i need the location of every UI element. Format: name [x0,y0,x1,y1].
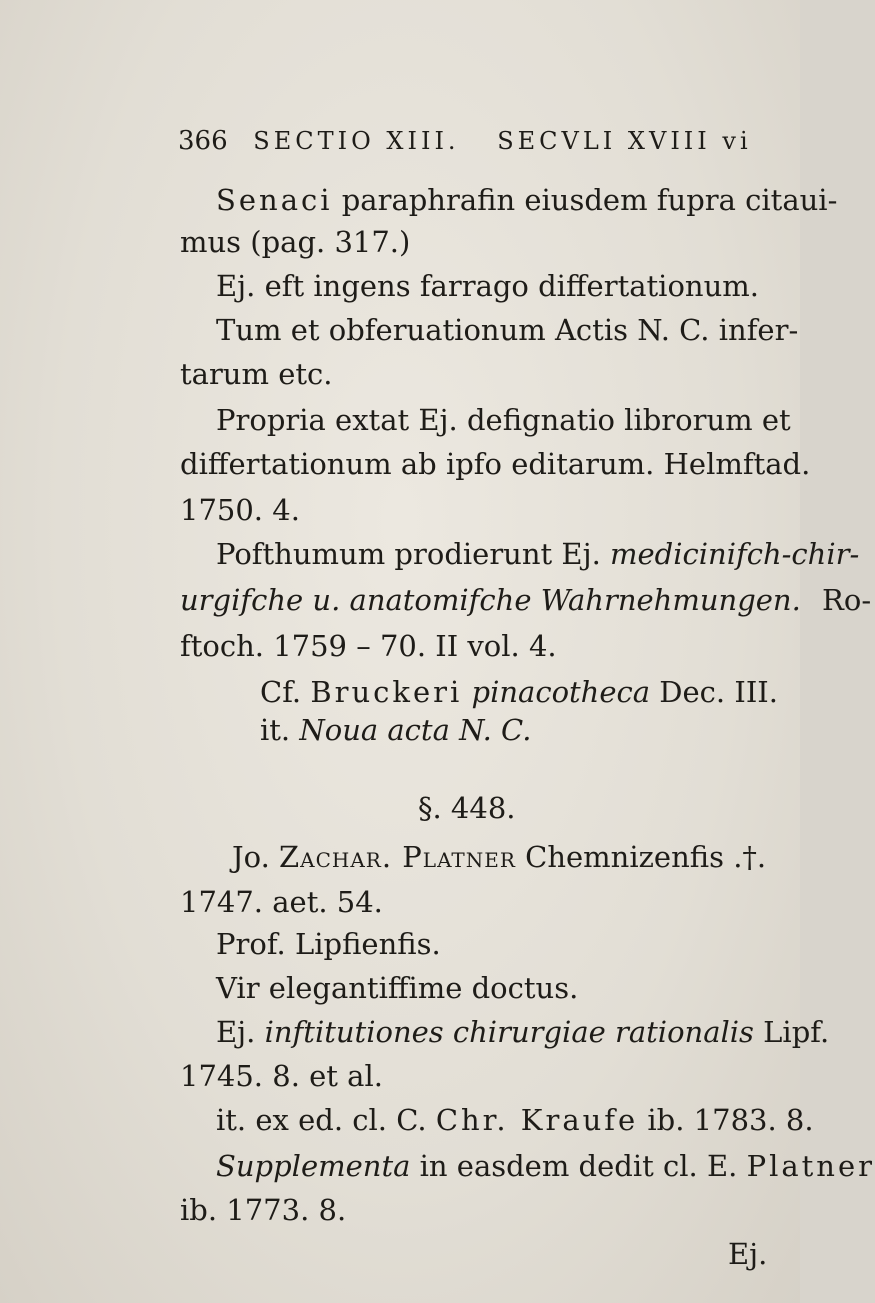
p3-line-2-text: Ro- [822,583,872,617]
institutiones-title: inftitutiones chirurgiae rationalis [264,1015,754,1049]
p3-line-3: ftoch. 1759 – 70. II vol. 4. [180,629,557,663]
entry-line-8 [216,1149,875,1183]
entry-line-5-prefix: Ej. [216,1015,256,1049]
author-name-senac: Senaci [216,183,333,217]
cf-label: Cf. [260,675,302,709]
brucker-name: Bruckeri [310,675,463,709]
running-header [178,128,752,154]
german-title-part-1: medicinifch-chir- [610,537,860,571]
p1-line-4: Tum et obferuationum Actis N. C. infer- [216,313,799,347]
p1-line-1 [216,183,838,217]
running-head-left: SECTIO XIII. [253,127,460,155]
cf-line-1-text: Dec. III. [659,675,778,709]
catchword: Ej. [728,1237,768,1271]
entry-line-9: ib. 1773. 8. [180,1193,347,1227]
running-head-right: SECVLI XVIII vi [497,127,752,155]
cf-it: it. [260,713,291,747]
noua-acta-title: Noua acta N. C. [299,713,532,747]
page-number: 366 [178,126,228,156]
entry-line-7-tail: ib. 1783. 8. [647,1103,814,1137]
supplementa-title: Supplementa [216,1149,411,1183]
entry-line-1 [232,840,767,874]
p2-line-3: 1750. 4. [180,493,300,527]
entry-line-2: 1747. aet. 54. [180,885,383,919]
entry-line-8-text: in easdem dedit cl. E. [419,1149,738,1183]
p1-line-5: tarum etc. [180,357,333,391]
p2-line-1: Propria extat Ej. defignatio librorum et [216,403,791,437]
pinacotheca-title: pinacotheca [471,675,651,709]
p3-line-2 [180,583,872,617]
platner-e-name: Platner [746,1149,875,1183]
p1-line-2: mus (pag. 317.) [180,225,411,259]
p1-line-1-text: paraphrafin eiusdem fupra citaui- [341,183,838,217]
krause-name: Chr. Kraufe [435,1103,639,1137]
german-title-part-2: urgifche u. anatomifche Wahrnehmungen. [180,583,801,617]
entry-line-6: 1745. 8. et al. [180,1059,383,1093]
entry-line-7-text: it. ex ed. cl. C. [216,1103,427,1137]
entry-line-5-text: Lipf. [763,1015,830,1049]
p1-line-3: Ej. eft ingens farrago differtationum. [216,269,759,303]
p3-line-1 [216,537,860,571]
cf-line-2 [260,713,532,747]
cf-line-1 [260,675,778,709]
entry-prefix: Jo. [232,840,270,874]
p3-line-1-text: Pofthumum prodierunt Ej. [216,537,601,571]
entry-line-4: Vir elegantiffime doctus. [216,971,579,1005]
p2-line-2: differtationum ab ipfo editarum. Helmftad. [180,447,811,481]
entry-line-7 [216,1103,814,1137]
platner-name: Zachar. Platner [279,840,516,874]
entry-line-1-text: Chemnizenfis .†. [525,840,767,874]
section-heading: §. 448. [418,791,516,825]
entry-line-3: Prof. Lipfienfis. [216,927,441,961]
entry-line-5 [216,1015,830,1049]
